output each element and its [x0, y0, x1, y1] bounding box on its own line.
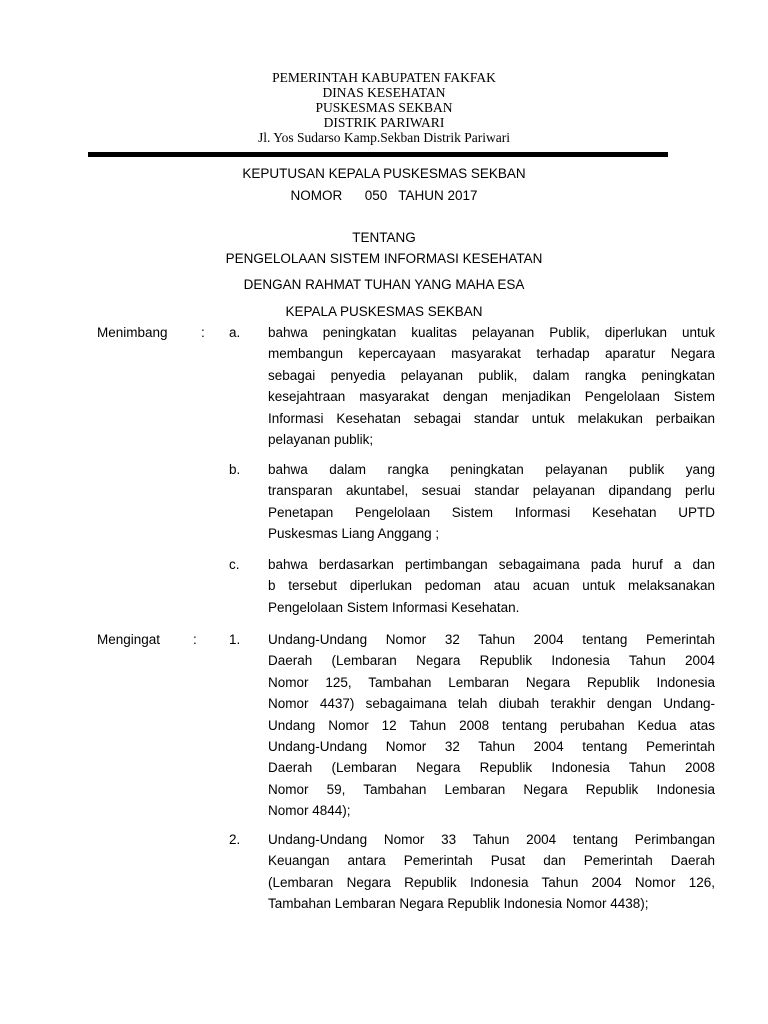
letterhead-office: DINAS KESEHATAN	[322, 85, 446, 100]
text-line: Informasi Kesehatan sebagai standar untuk melakukan perbaikan	[268, 410, 715, 426]
mengingat-marker-1: 1.	[229, 632, 241, 647]
text-line: Undang Nomor 12 Tahun 2008 tentang perubahan Kedua atas	[268, 717, 715, 733]
text-line: (Lembaran Negara Republik Indonesia Tahun 2004 Nomor 126,	[268, 874, 715, 890]
text-line: bahwa peningkatan kualitas pelayanan Publik, diperlukan untuk	[268, 325, 715, 340]
mengingat-marker-2: 2.	[229, 832, 241, 847]
letterhead-government: PEMERINTAH KABUPATEN FAKFAK	[272, 70, 496, 85]
text-line: Puskesmas Liang Anggang ;	[268, 526, 440, 542]
text-line: Penetapan Pengelolaan Sistem Informasi Kesehatan UPTD	[268, 504, 715, 520]
text-line: Nomor 59, Tambahan Lembaran Negara Republik Indonesia	[268, 781, 715, 797]
text-line: Nomor 4844);	[268, 803, 351, 819]
decree-grace: DENGAN RAHMAT TUHAN YANG MAHA ESA	[243, 277, 525, 292]
decree-number: NOMOR 050 TAHUN 2017	[290, 188, 478, 203]
menimbang-marker-c: c.	[229, 557, 240, 572]
menimbang-marker-b: b.	[229, 462, 241, 477]
mengingat-item-1	[268, 629, 715, 822]
letterhead-address: Jl. Yos Sudarso Kamp.Sekban Distrik Pariwari	[258, 130, 510, 145]
text-line: transparan akuntabel, sesuai standar pelayanan dipandang perlu	[268, 483, 715, 499]
menimbang-item-c	[268, 554, 715, 618]
letterhead	[0, 70, 768, 145]
text-line: kesejahtraan masyarakat dengan menjadikan Pengelolaan Sistem	[268, 389, 715, 405]
menimbang-item-a	[268, 322, 715, 450]
text-line: membangun kepercayaan masyarakat terhadap aparatur Negara	[268, 346, 715, 362]
menimbang-item-b	[268, 459, 715, 545]
decree-about: TENTANG	[352, 230, 416, 245]
text-line: bahwa berdasarkan pertimbangan sebagaimana pada huruf a dan	[268, 557, 715, 572]
menimbang-marker-a: a.	[229, 325, 241, 340]
text-line: pelayanan publik;	[268, 432, 374, 448]
decree-subject: PENGELOLAAN SISTEM INFORMASI KESEHATAN	[225, 251, 543, 266]
text-line: Nomor 4437) sebagaimana telah diubah terakhir dengan Undang-	[268, 696, 715, 712]
letterhead-puskesmas: PUSKESMAS SEKBAN	[315, 100, 453, 115]
letterhead-divider	[88, 152, 668, 157]
text-line: Tambahan Lembaran Negara Republik Indonesia Nomor 4438);	[268, 896, 649, 912]
text-line: Undang-Undang Nomor 33 Tahun 2004 tentang Perimbangan	[268, 832, 715, 847]
text-line: Undang-Undang Nomor 32 Tahun 2004 tentang Pemerintah	[268, 739, 715, 755]
menimbang-label: Menimbang	[97, 325, 168, 340]
text-line: Daerah (Lembaran Negara Republik Indonesia Tahun 2008	[268, 760, 715, 776]
text-line: sebagai penyedia pelayanan publik, dalam rangka peningkatan	[268, 367, 715, 383]
menimbang-colon: :	[201, 325, 205, 340]
text-line: Keuangan antara Pemerintah Pusat dan Pemerintah Daerah	[268, 853, 715, 869]
text-line: Pengelolaan Sistem Informasi Kesehatan.	[268, 599, 520, 615]
text-line: Undang-Undang Nomor 32 Tahun 2004 tentang Pemerintah	[268, 632, 715, 647]
mengingat-colon: :	[193, 632, 197, 647]
text-line: Daerah (Lembaran Negara Republik Indonesia Tahun 2004	[268, 653, 715, 669]
letterhead-district: DISTRIK PARIWARI	[323, 115, 445, 130]
mengingat-item-2	[268, 829, 715, 915]
text-line: Nomor 125, Tambahan Lembaran Negara Republik Indonesia	[268, 674, 715, 690]
mengingat-label: Mengingat	[97, 632, 161, 647]
text-line: b tersebut diperlukan pedoman atau acuan untuk melaksanakan	[268, 578, 715, 594]
text-line: bahwa dalam rangka peningkatan pelayanan publik yang	[268, 462, 715, 477]
decree-issuer: KEPALA PUSKESMAS SEKBAN	[285, 304, 483, 319]
decree-title: KEPUTUSAN KEPALA PUSKESMAS SEKBAN	[242, 166, 526, 181]
